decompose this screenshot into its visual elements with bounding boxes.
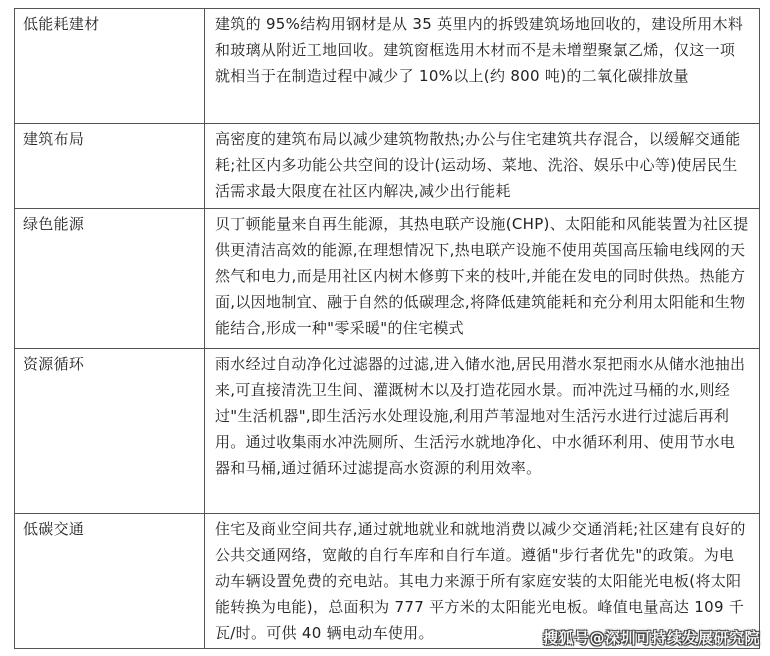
row-content: 雨水经过自动净化过滤器的过滤,进入储水池,居民用潜水泵把雨水从储水池抽出来,可直接清洗卫生间、灌溉树木以及打造花园水景。而冲洗过马桶的水,则经过"生活机器",即生活污水处理设施,利用芦苇湿地对生活污水进行过滤后再利用。通过收集雨水冲洗厕所、生活污水就地净化、中水循环利用、使用节水电器和马桶,通过循环过滤提高水资源的利用效率。 (205, 349, 760, 514)
row-label: 资源循环 (15, 349, 205, 514)
row-label: 绿色能源 (15, 209, 205, 349)
source-watermark: 搜狐号@深圳可持续发展研究院 (542, 629, 760, 647)
row-content: 住宅及商业空间共存,通过就地就业和就地消费以减少交通消耗;社区建有良好的公共交通网络，宽敞的自行车库和自行车道。遵循"步行者优先"的政策。为电动车辆设置免费的充电站。其电力来源于所有家庭安装的太阳能光电板(将太阳能转换为电能)，总面积为 777 平方米的太阳能光电板。峰值电量高达 109 千瓦/时。可供 40 辆电动车使用。 (205, 514, 760, 649)
info-table (14, 8, 760, 649)
table-row (15, 349, 760, 514)
row-content: 建筑的 95%结构用钢材是从 35 英里内的拆毁建筑场地回收的，建设所用木料和玻璃从附近工地回收。建筑窗框选用木材而不是未增塑聚氯乙烯，仅这一项就相当于在制造过程中减少了 10%以上(约 800 吨)的二氧化碳排放量 (205, 9, 760, 124)
row-label: 低碳交通 (15, 514, 205, 649)
table-row (15, 124, 760, 209)
row-content: 高密度的建筑布局以减少建筑物散热;办公与住宅建筑共存混合，以缓解交通能耗;社区内多功能公共空间的设计(运动场、菜地、洗浴、娱乐中心等)使居民生活需求最大限度在社区内解决,减少出行能耗 (205, 124, 760, 209)
row-label: 低能耗建材 (15, 9, 205, 124)
table-row (15, 9, 760, 124)
row-content: 贝丁顿能量来自再生能源，其热电联产设施(CHP)、太阳能和风能装置为社区提供更清洁高效的能源,在理想情况下,热电联产设施不使用英国高压输电线网的天然气和电力,而是用社区内树木修剪下来的枝叶,并能在发电的同时供热。热能方面,以因地制宜、融于自然的低碳理念,将降低建筑能耗和充分利用太阳能和生物能结合,形成一种"零采暖"的住宅模式 (205, 209, 760, 349)
row-label: 建筑布局 (15, 124, 205, 209)
table-row (15, 209, 760, 349)
